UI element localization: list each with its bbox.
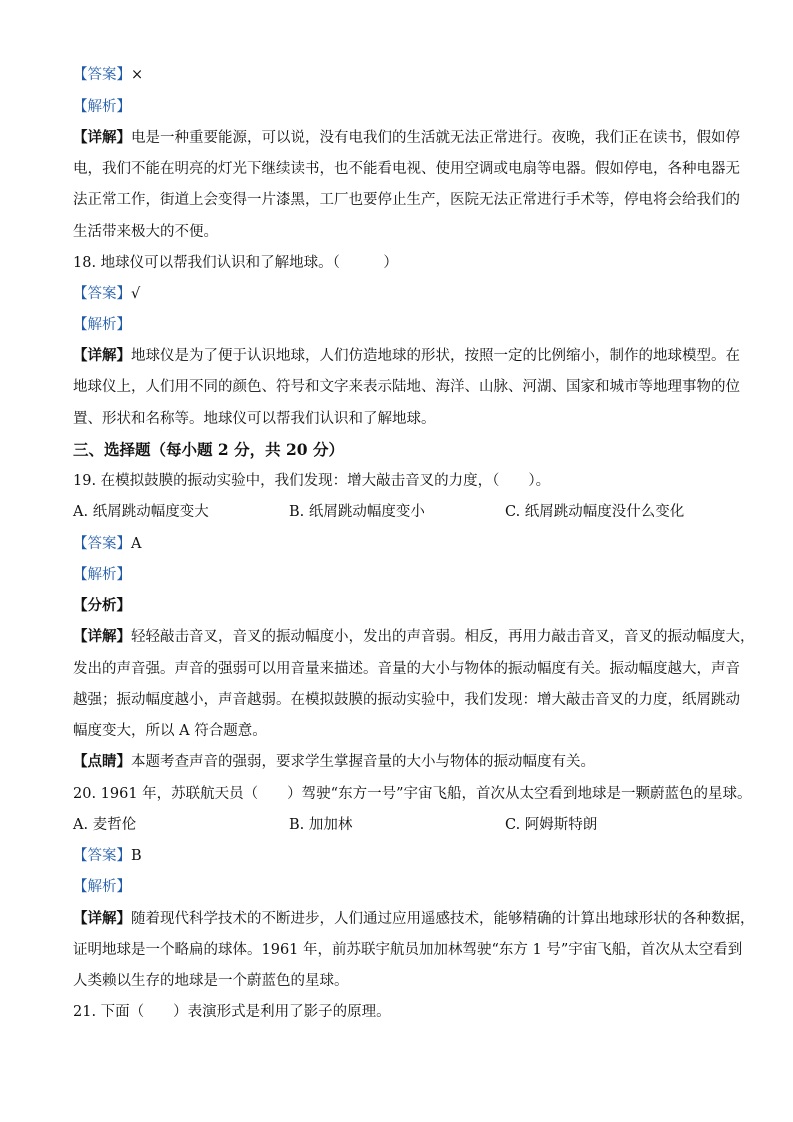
reasoning-line (73, 596, 723, 616)
detail-line (73, 128, 740, 148)
body-text: 生活带来极大的不便。 (73, 224, 218, 240)
detail-line (73, 627, 755, 647)
analysis-tag: 【解析】 (73, 99, 131, 115)
detail-tag: 【详解】 (73, 910, 131, 927)
option-a: A. 纸屑跳动幅度变大 (73, 504, 209, 520)
detail-text: 随着现代科学技术的不断进步，人们通过应用遥感技术，能够精确的计算出地球形状的各种数据， (131, 911, 755, 927)
body-text: 电，我们不能在明亮的灯光下继续读书，也不能看电视、使用空调或电扇等电器。假如停电，各种电器无 (73, 161, 740, 177)
body-text: 置、形状和名称等。地球仪可以帮我们认识和了解地球。 (73, 411, 436, 427)
detail-tag: 【详解】 (73, 628, 131, 645)
answer-line (73, 534, 723, 554)
body-text: 证明地球是一个略扁的球体。1961 年，前苏联宇航员加加林驾驶“东方 1 号”宇宙飞船，首次从太空看到 (73, 942, 743, 958)
answer-value: B (131, 848, 142, 864)
answer-line (73, 846, 723, 866)
detail-tag: 【详解】 (73, 129, 131, 146)
detail-text: 轻轻敲击音叉，音叉的振动幅度小，发出的声音弱。相反，再用力敲击音叉，音叉的振动幅度大， (131, 629, 755, 645)
analysis-line (73, 565, 723, 585)
detail-text: 电是一种重要能源，可以说，没有电我们的生活就无法正常进行。夜晚，我们正在读书，假如停 (131, 130, 740, 146)
comment-tag: 【点睛】 (73, 753, 131, 770)
body-text: 幅度变大，所以 A 符合题意。 (73, 723, 267, 739)
detail-line (73, 909, 755, 929)
comment-text: 本题考查声音的强弱，要求学生掌握音量的大小与物体的振动幅度有关。 (131, 754, 595, 770)
analysis-tag: 【解析】 (73, 317, 131, 333)
reasoning-tag: 【分析】 (73, 597, 131, 614)
analysis-tag: 【解析】 (73, 879, 131, 895)
question-18: 18. 地球仪可以帮我们认识和了解地球。（ ） (73, 255, 398, 271)
answer-line (73, 284, 723, 304)
answer-line (73, 65, 723, 85)
body-text: 法正常工作，街道上会变得一片漆黑，工厂也要停止生产，医院无法正常进行手术等，停电将会给我们的 (73, 192, 740, 208)
detail-tag: 【详解】 (73, 347, 131, 364)
analysis-line (73, 97, 723, 117)
question-20: 20. 1961 年，苏联航天员（ ）驾驶“东方一号”宇宙飞船，首次从太空看到地球是一颗蔚蓝色的星球。 (73, 786, 752, 802)
option-c: C. 阿姆斯特朗 (505, 817, 598, 833)
option-b: B. 纸屑跳动幅度变小 (289, 504, 425, 520)
option-a: A. 麦哲伦 (73, 817, 137, 833)
detail-line (73, 346, 740, 366)
detail-text: 地球仪是为了便于认识地球，人们仿造地球的形状，按照一定的比例缩小，制作的地球模型。在 (131, 348, 740, 364)
section-heading: 三、选择题（每小题 2 分，共 20 分） (73, 440, 344, 459)
analysis-line (73, 877, 723, 897)
comment-line (73, 752, 723, 772)
answer-tag: 【答案】 (73, 536, 131, 552)
question-21: 21. 下面（ ）表演形式是利用了影子的原理。 (73, 1004, 391, 1020)
option-b: B. 加加林 (289, 817, 353, 833)
option-c: C. 纸屑跳动幅度没什么变化 (505, 504, 685, 520)
body-text: 发出的声音强。声音的强弱可以用音量来描述。音量的大小与物体的振动幅度有关。振动幅度越大，声音 (73, 661, 740, 677)
answer-value: × (131, 67, 144, 83)
answer-tag: 【答案】 (73, 286, 131, 302)
answer-tag: 【答案】 (73, 848, 131, 864)
analysis-tag: 【解析】 (73, 567, 131, 583)
body-text: 人类赖以生存的地球是一个蔚蓝色的星球。 (73, 973, 349, 989)
answer-tag: 【答案】 (73, 67, 131, 83)
body-text: 地球仪上，人们用不同的颜色、符号和文字来表示陆地、海洋、山脉、河湖、国家和城市等地理事物的位 (73, 379, 740, 395)
body-text: 越强；振动幅度越小，声音越弱。在模拟鼓膜的振动实验中，我们发现：增大敲击音叉的力度，纸屑跳动 (73, 692, 740, 708)
question-19: 19. 在模拟鼓膜的振动实验中，我们发现：增大敲击音叉的力度，（ ）。 (73, 473, 551, 489)
answer-value: √ (131, 286, 141, 302)
answer-value: A (131, 536, 142, 552)
analysis-line (73, 315, 723, 335)
